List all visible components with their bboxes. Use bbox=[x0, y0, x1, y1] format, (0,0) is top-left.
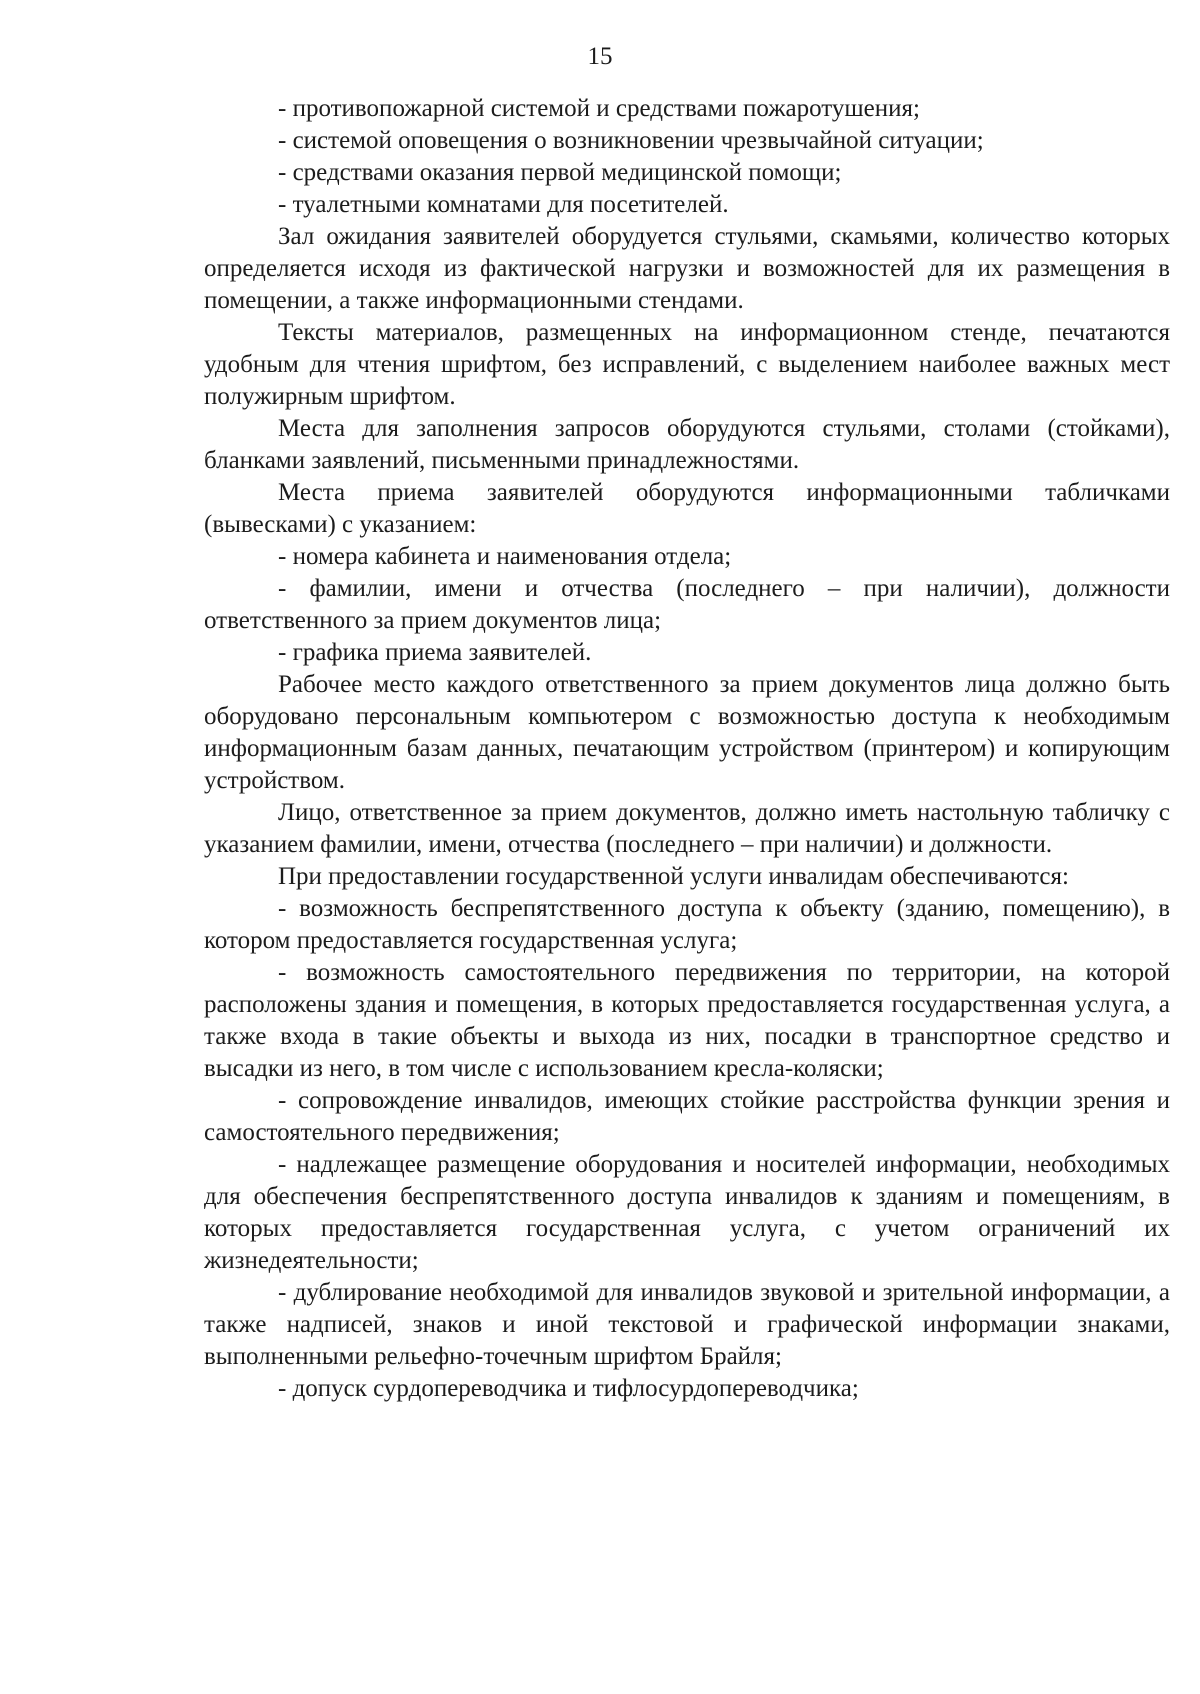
paragraph: - допуск сурдопереводчика и тифлосурдопереводчика; bbox=[278, 1375, 859, 1402]
paragraph: - сопровождение инвалидов, имеющих стойкие расстройства функции зрения и самостоятельного передвижения; bbox=[204, 1087, 1170, 1146]
page-number: 15 bbox=[587, 43, 613, 70]
paragraph: - противопожарной системой и средствами пожаротушения; bbox=[278, 95, 920, 122]
paragraph: - дублирование необходимой для инвалидов звуковой и зрительной информации, а также надписей, знаков и иной текстовой и графической информации знаками, выполненными рельефно-точечным шрифтом Брайля; bbox=[204, 1279, 1170, 1370]
paragraph: - средствами оказания первой медицинской помощи; bbox=[278, 159, 842, 186]
paragraph: - графика приема заявителей. bbox=[278, 639, 592, 666]
paragraph: Места приема заявителей оборудуются информационными табличками (вывесками) с указанием: bbox=[204, 479, 1170, 538]
paragraph: - номера кабинета и наименования отдела; bbox=[278, 543, 732, 570]
document-body bbox=[204, 93, 1170, 1405]
paragraph: - туалетными комнатами для посетителей. bbox=[278, 191, 729, 218]
paragraph: - возможность беспрепятственного доступа к объекту (зданию, помещению), в котором предоставляется государственная услуга; bbox=[204, 895, 1170, 954]
paragraph: - надлежащее размещение оборудования и носителей информации, необходимых для обеспечения беспрепятственного доступа инвалидов к зданиям и помещениям, в которых предоставляется государственная услуга, с учетом ограничений их жизнедеятельности; bbox=[204, 1151, 1170, 1274]
paragraph: Места для заполнения запросов оборудуются стульями, столами (стойками), бланками заявлений, письменными принадлежностями. bbox=[204, 415, 1170, 474]
paragraph: - фамилии, имени и отчества (последнего – при наличии), должности ответственного за прием документов лица; bbox=[204, 575, 1170, 634]
paragraph: Зал ожидания заявителей оборудуется стульями, скамьями, количество которых определяется исходя из фактической нагрузки и возможностей для их размещения в помещении, а также информационными стендами. bbox=[204, 223, 1170, 314]
paragraph: Лицо, ответственное за прием документов, должно иметь настольную табличку с указанием фамилии, имени, отчества (последнего – при наличии) и должности. bbox=[204, 799, 1170, 858]
paragraph: При предоставлении государственной услуги инвалидам обеспечиваются: bbox=[278, 863, 1069, 890]
paragraph: Тексты материалов, размещенных на информационном стенде, печатаются удобным для чтения шрифтом, без исправлений, с выделением наиболее важных мест полужирным шрифтом. bbox=[204, 319, 1170, 410]
paragraph: - возможность самостоятельного передвижения по территории, на которой расположены здания и помещения, в которых предоставляется государственная услуга, а также входа в такие объекты и выхода из них, посадки в транспортное средство и высадки из него, в том числе с использованием кресла-коляски; bbox=[204, 959, 1170, 1082]
paragraph: - системой оповещения о возникновении чрезвычайной ситуации; bbox=[278, 127, 984, 154]
paragraph: Рабочее место каждого ответственного за прием документов лица должно быть оборудовано персональным компьютером с возможностью доступа к необходимым информационным базам данных, печатающим устройством (принтером) и копирующим устройством. bbox=[204, 671, 1170, 794]
